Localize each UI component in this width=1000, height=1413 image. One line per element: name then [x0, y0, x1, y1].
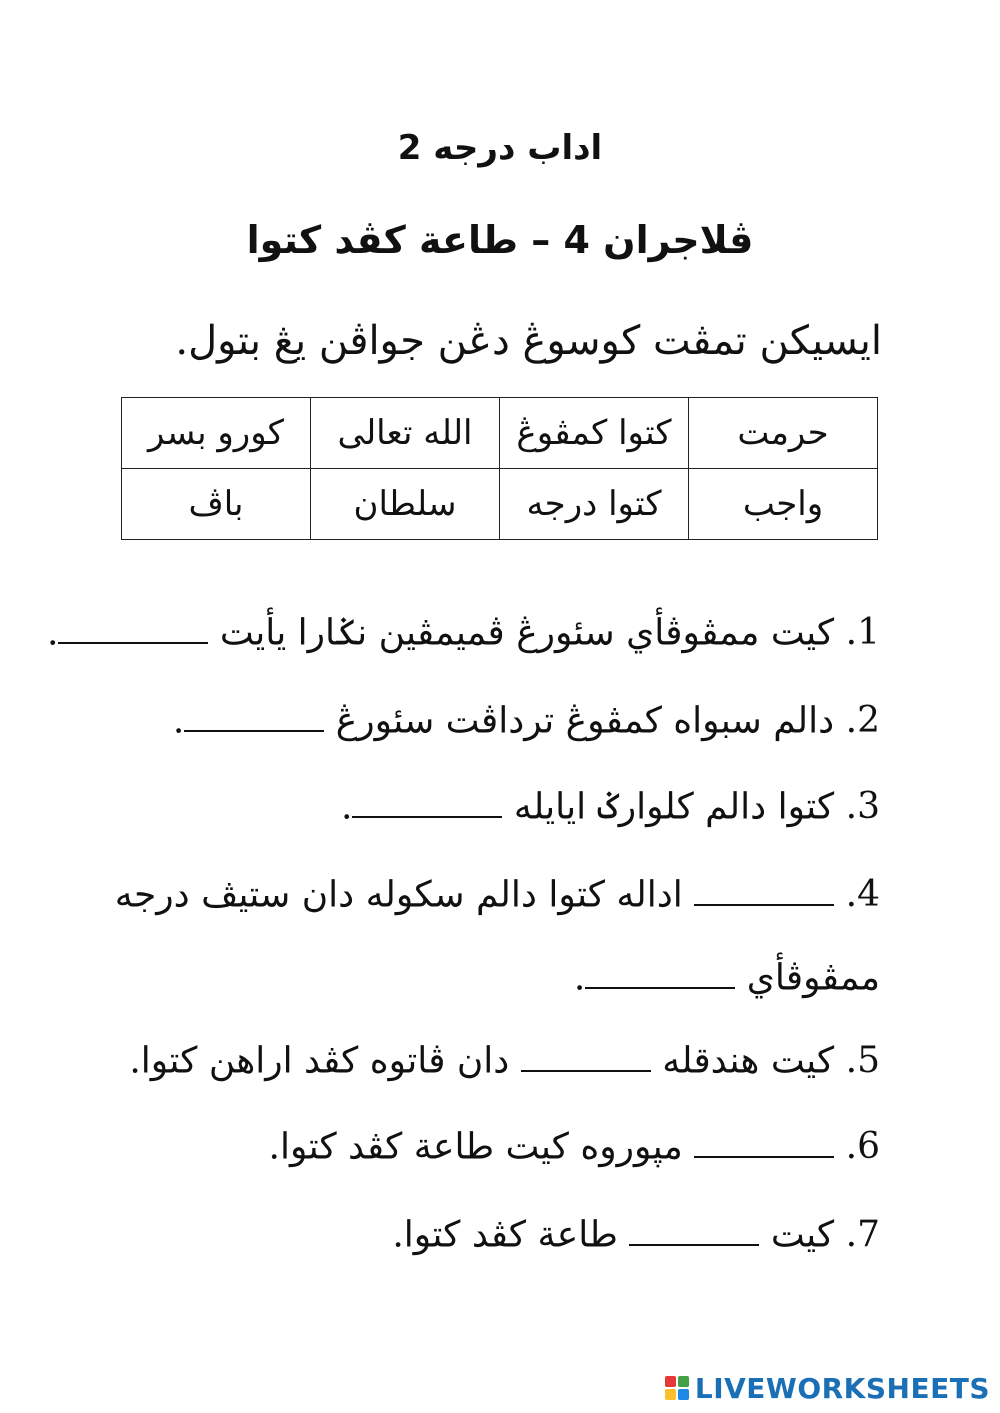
- question-number: 7.: [845, 1214, 880, 1256]
- word-bank-row: [122, 398, 878, 469]
- answer-blank[interactable]: [58, 610, 208, 644]
- page-title: اداب درجه 2: [397, 128, 603, 168]
- question-number: 2.: [845, 700, 880, 742]
- word-bank-cell: الله تعالى: [311, 398, 500, 469]
- answer-blank[interactable]: [694, 872, 834, 906]
- question-number: 6.: [845, 1126, 880, 1168]
- word-bank-cell: كتوا كمڤوڠ: [500, 398, 689, 469]
- question-text-end: .: [341, 786, 353, 828]
- question-3: [120, 784, 880, 827]
- answer-blank[interactable]: [629, 1212, 759, 1246]
- question-text-end: اداله كتوا دالم سكوله دان ستيڤ درجه: [114, 874, 683, 916]
- question-text: ممڤوڤأي: [746, 957, 880, 999]
- question-number: 5.: [845, 1040, 880, 1082]
- answer-blank[interactable]: [184, 698, 324, 732]
- answer-blank[interactable]: [521, 1038, 651, 1072]
- word-bank-table: [121, 397, 878, 540]
- word-bank-cell: كتوا درجه: [500, 469, 689, 540]
- question-7: [120, 1212, 880, 1255]
- word-bank-cell: باڤ: [122, 469, 311, 540]
- brand-name: LIVEWORKSHEETS: [694, 1372, 990, 1405]
- answer-blank[interactable]: [352, 784, 502, 818]
- word-bank-cell: كورو بسر: [122, 398, 311, 469]
- question-text: كتوا دالم كلوارݢ ايايله: [513, 786, 835, 828]
- question-4-continued: [120, 955, 880, 998]
- word-bank-cell: سلطان: [311, 469, 500, 540]
- question-2: [120, 698, 880, 741]
- question-number: 1.: [845, 612, 880, 654]
- word-bank-cell: واجب: [689, 469, 878, 540]
- question-6: [120, 1124, 880, 1167]
- question-text-end: .: [573, 957, 586, 999]
- question-number: 4.: [845, 874, 880, 916]
- answer-blank[interactable]: [585, 955, 735, 989]
- answer-blank[interactable]: [694, 1124, 834, 1158]
- word-bank-cell: حرمت: [689, 398, 878, 469]
- question-text: كيت ممڤوڤأي سئورڠ ڤميمڤين نݢارا يأيت: [219, 612, 835, 654]
- question-text: دالم سبواه كمڤوڠ ترداڤت سئورڠ: [335, 700, 835, 742]
- question-text-end: دان ڤاتوه كڤد اراهن كتوا.: [129, 1040, 510, 1082]
- watermark-footer: [665, 1372, 990, 1405]
- word-bank-row: [122, 469, 878, 540]
- question-text-end: .: [172, 700, 185, 742]
- question-number: 3.: [845, 786, 880, 828]
- question-text-end: مپوروه كيت طاعة كڤد كتوا.: [268, 1126, 683, 1168]
- question-4: [114, 872, 880, 916]
- question-5: [120, 1038, 880, 1081]
- liveworksheets-logo-icon: [665, 1376, 691, 1402]
- question-text-end: .: [46, 612, 59, 654]
- lesson-subtitle: ڤلاجران 4 – طاعة كڤد كتوا: [246, 218, 754, 262]
- question-text: كيت هندقله: [662, 1040, 835, 1082]
- question-text-end: طاعة كڤد كتوا.: [392, 1214, 618, 1256]
- instruction-text: ايسيكن تمڤت كوسوڠ دڠن جواڤن يڠ بتول.: [175, 318, 882, 364]
- question-1: [46, 610, 880, 654]
- question-text: كيت: [770, 1214, 835, 1256]
